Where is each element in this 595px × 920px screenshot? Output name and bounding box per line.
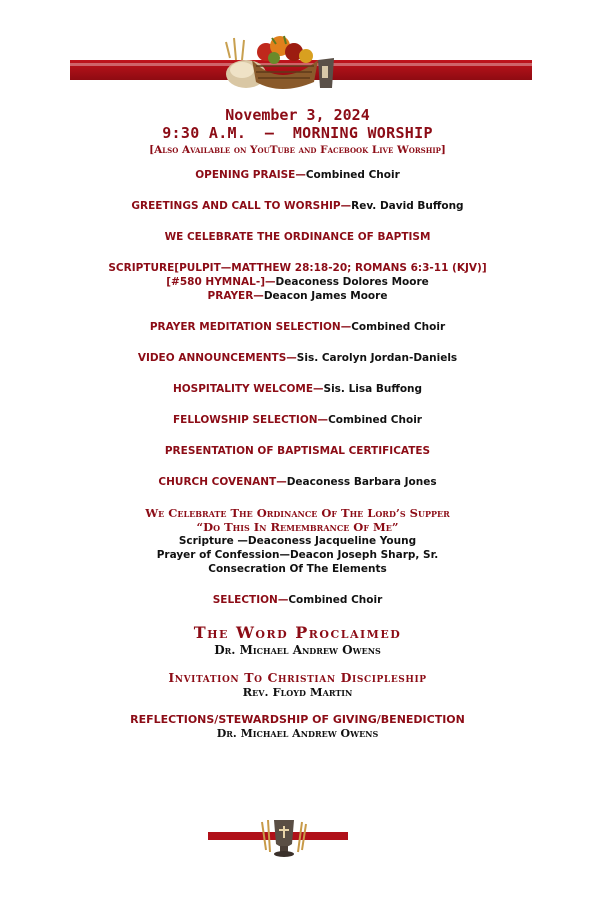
service-date: November 3, 2024 xyxy=(225,106,370,124)
program-item-opening-praise xyxy=(0,168,595,182)
item-label: CHURCH COVENANT— xyxy=(158,476,287,488)
invitation-speaker: Rev. Floyd Martin xyxy=(242,685,353,699)
program-item-hospitality xyxy=(0,382,595,396)
item-label: WE CELEBRATE THE ORDINANCE OF BAPTISM xyxy=(164,231,431,243)
item-detail: Sis. Carolyn Jordan-Daniels xyxy=(296,352,458,364)
item-label: FELLOWSHIP SELECTION— xyxy=(173,414,329,426)
item-detail: Combined Choir xyxy=(305,169,400,181)
item-detail: Combined Choir xyxy=(328,414,422,426)
item-label: HOSPITALITY WELCOME— xyxy=(172,383,324,395)
hymnal-line xyxy=(0,275,595,289)
supper-confession: Prayer of Confession—Deacon Joseph Sharp, Sr. xyxy=(156,549,439,561)
item-label: SELECTION— xyxy=(212,594,289,606)
item-detail: Combined Choir xyxy=(351,321,446,333)
program-item-selection xyxy=(0,593,595,607)
item-detail: Rev. David Buffong xyxy=(351,200,464,212)
item-label: PRAYER MEDITATION SELECTION— xyxy=(149,321,352,333)
hymnal-label: [#580 HYMNAL-]— xyxy=(166,276,276,288)
item-label: GREETINGS AND CALL TO WORSHIP— xyxy=(131,200,352,212)
prayer-label: PRAYER— xyxy=(207,290,264,302)
scripture-reading: SCRIPTURE[PULPIT—MATTHEW 28:18-20; ROMANS 6:3-11 (KJV)] xyxy=(108,262,487,274)
item-detail: Sis. Lisa Buffong xyxy=(323,383,423,395)
program-item-fellowship xyxy=(0,413,595,427)
program-item-prayer-meditation xyxy=(0,320,595,334)
item-label: VIDEO ANNOUNCEMENTS— xyxy=(137,352,297,364)
communion-goblet-icon xyxy=(260,814,308,858)
program-item-video-announcements xyxy=(0,351,595,365)
supper-consecration: Consecration Of The Elements xyxy=(208,563,387,575)
program-content xyxy=(0,106,595,741)
availability-note: [Also Available on YouTube and Facebook Live Worship] xyxy=(149,144,446,156)
item-detail: Combined Choir xyxy=(288,594,383,606)
program-item-greetings xyxy=(0,199,595,213)
program-item-baptism xyxy=(0,230,595,244)
closing-speaker: Dr. Michael Andrew Owens xyxy=(216,727,379,740)
harvest-basket-icon xyxy=(222,30,340,96)
item-label: PRESENTATION OF BAPTISMAL CERTIFICATES xyxy=(164,445,431,457)
supper-title: We Celebrate The Ordinance Of The Lord’s Supper xyxy=(145,506,450,520)
item-label: OPENING PRAISE— xyxy=(195,169,306,181)
supper-quote: “Do This In Remembrance Of Me” xyxy=(196,520,399,534)
closing-title: REFLECTIONS/STEWARDSHIP OF GIVING/BENEDICTION xyxy=(130,713,465,726)
hymnal-leader: Deaconess Dolores Moore xyxy=(275,276,429,288)
service-title: 9:30 A.M. — MORNING WORSHIP xyxy=(162,124,433,142)
word-speaker: Dr. Michael Andrew Owens xyxy=(214,643,381,657)
prayer-line xyxy=(0,289,595,303)
word-proclaimed-title: The Word Proclaimed xyxy=(193,623,402,642)
program-item-covenant xyxy=(0,475,595,489)
scripture-line xyxy=(0,261,595,275)
program-item-certificates xyxy=(0,444,595,458)
supper-scripture: Scripture —Deaconess Jacqueline Young xyxy=(178,535,417,547)
prayer-leader: Deacon James Moore xyxy=(263,290,388,302)
invitation-title: Invitation To Christian Discipleship xyxy=(168,670,427,685)
item-detail: Deaconess Barbara Jones xyxy=(286,476,437,488)
